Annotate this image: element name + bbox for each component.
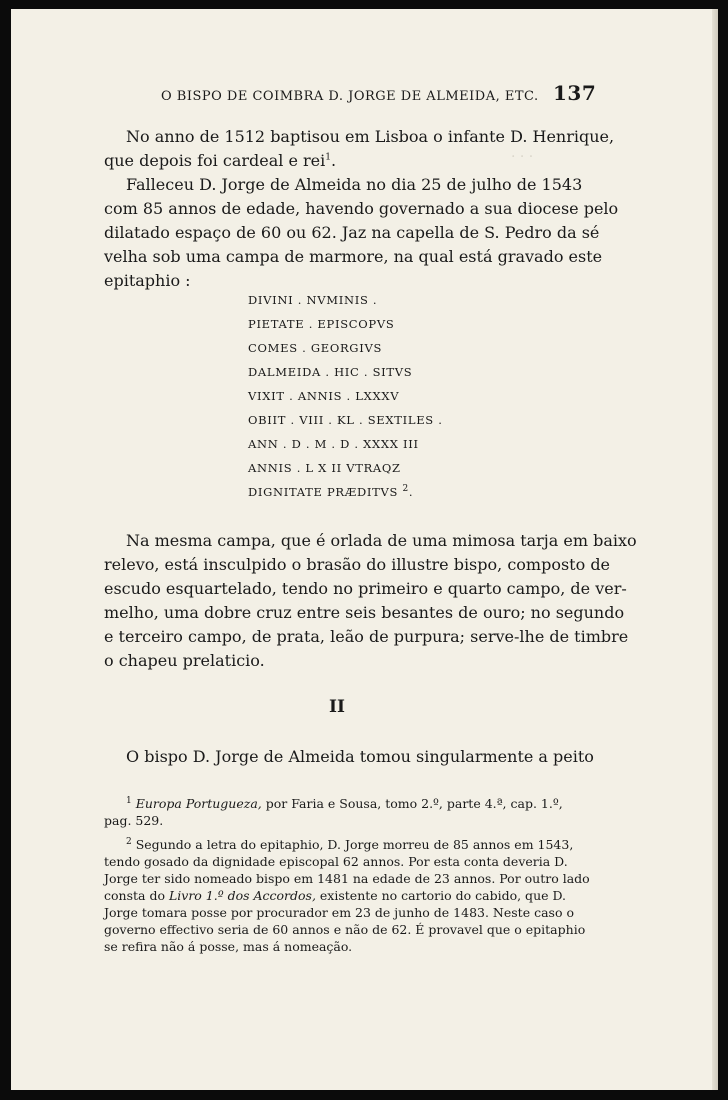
running-header bbox=[161, 81, 597, 105]
text-line: e terceiro campo, de prata, leão de purpura; serve-lhe de timbre bbox=[104, 627, 629, 646]
text-line: relevo, está insculpido o brasão do illustre bispo, composto de bbox=[104, 555, 611, 574]
text-line: epitaphio : bbox=[104, 271, 191, 290]
footnote-line: tendo gosado da dignidade episcopal 62 annos. Por esta conta deveria D. bbox=[104, 854, 568, 869]
epitaph-line: PIETATE . EPISCOPVS bbox=[248, 317, 395, 331]
text-line: O bispo D. Jorge de Almeida tomou singularmente a peito bbox=[126, 747, 594, 766]
footnote-ref-1: 1 bbox=[325, 152, 331, 163]
text-line: que depois foi cardeal e rei$^1$. bbox=[104, 151, 337, 170]
text-line-content: que depois foi cardeal e rei bbox=[104, 151, 326, 170]
footnote-line bbox=[104, 887, 582, 904]
epitaph-line: DIVINI . NVMINIS . bbox=[248, 293, 378, 307]
running-title: O BISPO DE COIMBRA D. JORGE DE ALMEIDA, ETC. bbox=[161, 89, 539, 104]
footnote-line: se refira não á posse, mas á nomeação. bbox=[104, 939, 353, 954]
epitaph-last-line: DIGNITATE PRÆDITVS bbox=[248, 485, 399, 499]
footnote-title: Europa Portugueza, bbox=[135, 796, 262, 811]
footnote-text: existente no cartorio do cabido, que D. bbox=[315, 888, 567, 903]
footnote-ref-2: 2 bbox=[402, 484, 409, 495]
epitaph-line: DALMEIDA . HIC . SITVS bbox=[248, 365, 413, 379]
footnote-marker: 1 bbox=[126, 795, 132, 806]
footnote-2 bbox=[104, 836, 590, 955]
text-line: Falleceu D. Jorge de Almeida no dia 25 de julho de 1543 bbox=[126, 175, 583, 194]
text-line: No anno de 1512 baptisou em Lisboa o infante D. Henrique, bbox=[126, 127, 615, 146]
text-line: melho, uma dobre cruz entre seis besantes de ouro; no segundo bbox=[104, 603, 625, 622]
epitaph-line: ANN . D . M . D . XXXX III bbox=[248, 437, 419, 451]
paragraph-death bbox=[104, 173, 619, 293]
paragraph-coat-of-arms bbox=[104, 529, 637, 673]
footnote-line: Jorge tomara posse por procurador em 23 de junho de 1483. Neste caso o bbox=[104, 905, 574, 920]
footnote-text: Segundo a letra do epitaphio, D. Jorge morreu de 85 annos em 1543, bbox=[135, 837, 574, 852]
text-line: com 85 annos de edade, havendo governado a sua diocese pelo bbox=[104, 199, 619, 218]
footnote-text: por Faria e Sousa, tomo 2.º, parte 4.ª, cap. 1.º, bbox=[261, 796, 563, 811]
footnote-book-title: Livro 1.º dos Accordos, bbox=[168, 888, 316, 903]
text-line: velha sob uma campa de marmore, na qual está gravado este bbox=[104, 247, 603, 266]
text-line: dilatado espaço de 60 ou 62. Jaz na capella de S. Pedro da sé bbox=[104, 223, 600, 242]
page-number: 137 bbox=[553, 81, 597, 105]
footnote-line bbox=[104, 795, 582, 812]
page-edge-shadow bbox=[712, 9, 718, 1090]
text-line: escudo esquartelado, tendo no primeiro e quarto campo, de ver- bbox=[104, 579, 627, 598]
scanned-page bbox=[11, 9, 718, 1090]
section-heading-ii: II bbox=[329, 697, 345, 717]
text-line: Na mesma campa, que é orlada de uma mimosa tarja em baixo bbox=[126, 531, 637, 550]
footnote-1 bbox=[104, 795, 582, 829]
footnote-line: pag. 529. bbox=[104, 813, 164, 828]
footnote-marker: 2 bbox=[126, 836, 132, 847]
paragraph-section-ii bbox=[104, 745, 594, 769]
footnote-line: Jorge ter sido nomeado bispo em 1481 na edade de 23 annos. Por outro lado bbox=[104, 871, 590, 886]
epitaph-line: VIXIT . ANNIS . LXXXV bbox=[248, 389, 400, 403]
bleed-through-decoration: · · · bbox=[511, 149, 534, 165]
epitaph-line: ANNIS . L X II VTRAQZ bbox=[248, 461, 401, 475]
text-line: o chapeu prelaticio. bbox=[104, 651, 265, 670]
epitaph-line: OBIIT . VIII . KL . SEXTILES . bbox=[248, 413, 443, 427]
footnote-text: consta do bbox=[104, 888, 169, 903]
epitaph-line: DIGNITATE PRÆDITVS $^2$. bbox=[248, 484, 414, 499]
epitaph-inscription bbox=[248, 288, 443, 504]
epitaph-line: COMES . GEORGIVS bbox=[248, 341, 383, 355]
paragraph-baptism bbox=[104, 125, 615, 173]
footnote-line: governo effectivo seria de 60 annos e não de 62. É provavel que o epitaphio bbox=[104, 922, 586, 937]
footnote-line bbox=[104, 836, 582, 853]
